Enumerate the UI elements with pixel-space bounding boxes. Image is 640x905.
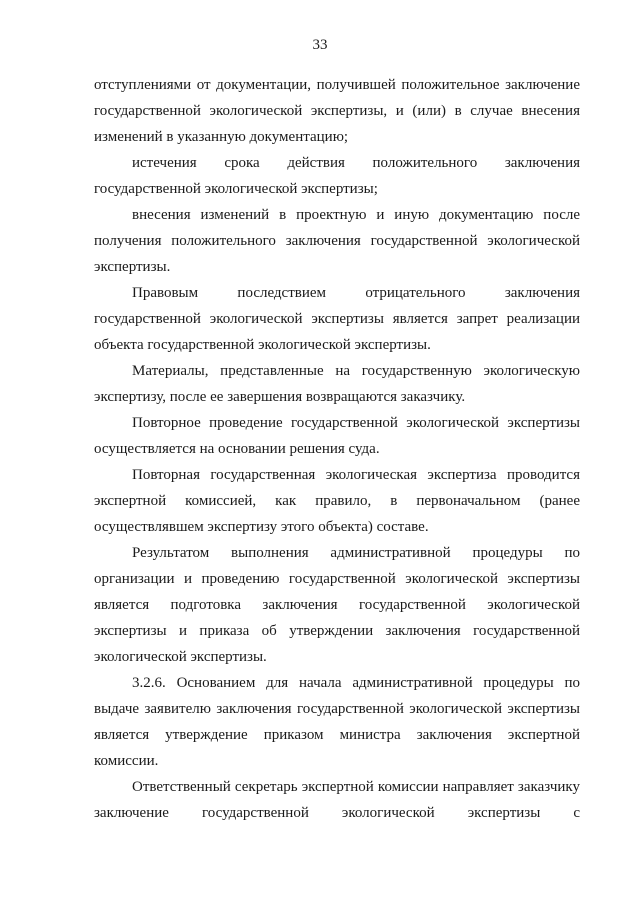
paragraph-expiry: истечения срока действия положительного заключения государственной экологической экспертизы; (94, 155, 580, 197)
paragraph-procedure-result: Результатом выполнения административной процедуры по организации и проведению государственной экологической экспертизы является подготовка заключения государственной экологической экспертизы и приказа об утверждении заключения государственной экологической экспертизы. (94, 545, 580, 665)
document-body (94, 72, 580, 826)
paragraph-section-3-2-6: 3.2.6. Основанием для начала административной процедуры по выдаче заявителю заключения государственной экологической экспертизы является утверждение приказом министра заключения экспертной комиссии. (94, 675, 580, 769)
paragraph-changes: внесения изменений в проектную и иную документацию после получения положительного заключения государственной экологической экспертизы. (94, 207, 580, 275)
paragraph-repeat-expertise: Повторное проведение государственной экологической экспертизы осуществляется на основании решения суда. (94, 415, 580, 457)
page-number: 33 (312, 37, 328, 53)
paragraph-repeat-commission: Повторная государственная экологическая экспертиза проводится экспертной комиссией, как правило, в первоначальном (ранее осуществлявшем экспертизу этого объекта) составе. (94, 467, 580, 535)
paragraph-secretary: Ответственный секретарь экспертной комиссии направляет заказчику заключение государственной экологической экспертизы с (94, 779, 580, 821)
paragraph-materials-return: Материалы, представленные на государственную экологическую экспертизу, после ее завершения возвращаются заказчику. (94, 363, 580, 405)
paragraph-continuation: отступлениями от документации, получившей положительное заключение государственной экологической экспертизы, и (или) в случае внесения изменений в указанную документацию; (94, 77, 580, 145)
paragraph-legal-consequence: Правовым последствием отрицательного заключения государственной экологической экспертизы является запрет реализации объекта государственной экологической экспертизы. (94, 285, 580, 353)
